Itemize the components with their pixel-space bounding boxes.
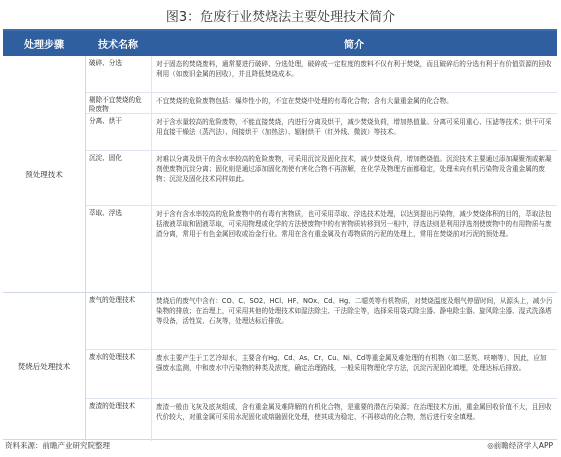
tech-name: 分离、烘干 [86, 114, 152, 150]
tech-desc: 废水主要产生于工艺冷却水，主要含有Hg、Cd、As、Cr、Cu、Ni、Cd等重金属及难处理的有机物（如二恶英、呋喃等），因此，应加强废水监测，中和废水中污染物的种类及浓度，确定治理路线，一般采用物理化学方法，沉淀污泥固化填埋，处理达标后排放。 [156, 354, 547, 373]
tech-table [3, 29, 557, 440]
tech-name: 萃取、浮选 [86, 206, 152, 296]
tech-name: 废气的处理技术 [86, 293, 152, 349]
table-row [86, 114, 557, 151]
source-note: 资料来源：前瞻产业研究院整理 [5, 441, 110, 450]
tech-desc: 对于含水量较高的危险废物，不能直接焚烧，内进行分离及烘干，减少焚烧负荷，增加热值量。分离可采用重心、压滤等技术；烘干可采用直接干燥法（蒸汽法）、间接烘干（加热法）、辐射烘干（红外线、微波）等技术。 [156, 118, 552, 137]
table-row [86, 151, 557, 206]
header-step: 处理步骤 [24, 40, 64, 51]
tech-name: 废渣的处理技术 [86, 399, 152, 441]
table-row [86, 93, 557, 114]
table-header [3, 31, 557, 56]
group-pretreatment [3, 56, 557, 293]
tech-desc: 废渣一般由飞灰及底灰组成，含有重金属及难降解的有机化合物，是重要的潜在污染源；在治理技术方面，重金属回收价值不大，且回收代价较大，对重金属可采用水泥固化或熔融固化处理，使其成为稳定、不再移动的化合物，然后进行安全填埋。 [156, 403, 552, 422]
table-row [86, 293, 557, 350]
table-row [86, 206, 557, 296]
header-intro: 简介 [344, 40, 364, 51]
tech-name: 沉淀、固化 [86, 151, 152, 205]
header-tech: 技术名称 [98, 40, 138, 51]
tech-desc: 对于固态的焚烧废料，通常要进行破碎、分选处理，破碎成一定粒度的废料不仅有利于焚烧，而且破碎后的分选有利于有价值资源的回收利用（如废旧金属的回收），并且降低焚烧成本。 [156, 60, 552, 79]
tech-name: 剔除不宜焚烧的危险废物 [86, 93, 152, 113]
table-row [86, 350, 557, 399]
tech-name: 破碎、分选 [86, 56, 152, 92]
tech-desc: 对于含有含水率较高的危险废物中的有毒有害物质，也可采用萃取、浮选技术处理，以达到提出污染物，减少焚烧体积的目的，萃取法包括液液萃取和固液萃取，可采用物理或化学的方法使废物中的有害物质转移到另一相中，浮选法则是利用浮选剂使废物中的有用物质与废渣分离，常用于有色金属回收或冶金行业。常用在含有重金属及有毒物质的污泥的处理上，常用在焚烧前对污泥的预处理。 [156, 210, 552, 239]
table-row [86, 56, 557, 93]
tech-desc: 不宜焚烧的危险废物包括：爆炸性小的，不宜在焚烧中处理的有毒化合物；含有大量重金属的化合物。 [156, 97, 453, 105]
group-posttreatment [3, 293, 557, 440]
table-row [86, 399, 557, 441]
tech-desc: 焚烧后的废气中含有：CO、C、SO2、HCl、HF、NOx、Cd、Hg、二噁英等有机物质，对焚烧温度及烟气停留时间，从源头上，减少污染物的排放；在治理上，可采用其他的处理技术如湿法除尘、干法除尘等，选择采用袋式除尘器、静电除尘器、旋风除尘器、湿式洗涤塔等设备，活性炭、石灰等，处理达标后排放。 [156, 297, 553, 326]
category-label: 焚烧后处理技术 [3, 293, 86, 439]
figure-title: 图3：危废行业焚烧法主要处理技术简介 [165, 10, 396, 25]
tech-desc: 对难以分离及烘干的含水率较高的危险废物，可采用沉淀及固化技术，减少焚烧负荷，增加燃烧值。沉淀技术主要通过添加凝聚剂或絮凝剂使废物沉淀分离；固化则是通过添加固化剂使有害化合物不再溶解，在化学及物理方面都稳定，处理未向有机污染物及含重金属的废物；沉淀及固化技术同样如此。 [156, 155, 552, 184]
brand-logo: ◎前瞻经济学人APP [487, 441, 553, 450]
tech-name: 废水的处理技术 [86, 350, 152, 398]
category-label: 预处理技术 [3, 56, 86, 292]
